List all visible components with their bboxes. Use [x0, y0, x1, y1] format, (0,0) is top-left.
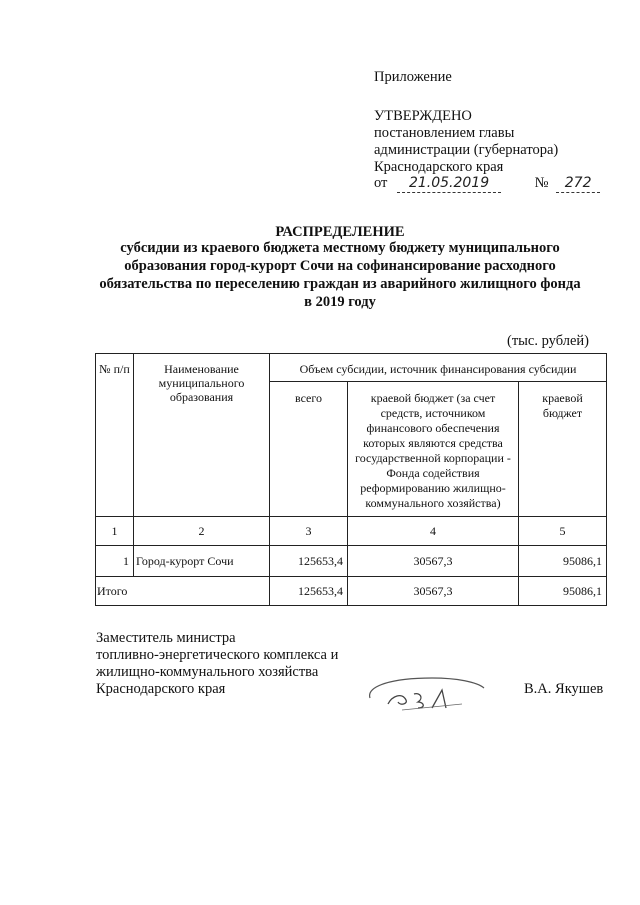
- index-cell: 3: [270, 517, 348, 546]
- total-fund: 30567,3: [348, 577, 519, 606]
- row-total: 125653,4: [270, 546, 348, 577]
- title-line-4: в 2019 году: [304, 294, 376, 310]
- approved-by-line-1: постановлением главы: [374, 125, 515, 141]
- index-cell: 4: [348, 517, 519, 546]
- row-number: 1: [96, 546, 134, 577]
- appendix-label: Приложение: [374, 69, 452, 85]
- header-number: № п/п: [96, 354, 134, 517]
- header-regional-fund: краевой бюджет (за счет средств, источником финансового обеспечения которых являются средства государственной корпорации - Фонда содействия реформированию жилищно-коммунального хозяйства): [348, 382, 519, 517]
- header-total: всего: [270, 382, 348, 517]
- total-regional: 95086,1: [519, 577, 607, 606]
- row-fund: 30567,3: [348, 546, 519, 577]
- approved-by-line-3: Краснодарского края: [374, 159, 504, 175]
- approved-label: УТВЕРЖДЕНО: [374, 108, 472, 124]
- document-title: РАСПРЕДЕЛЕНИЕ: [275, 224, 405, 240]
- signatory-position: [96, 630, 338, 698]
- index-cell: 1: [96, 517, 134, 546]
- title-line-3: обязательства по переселению граждан из аварийного жилищного фонда: [99, 276, 581, 292]
- index-cell: 5: [519, 517, 607, 546]
- header-subsidy-group: Объем субсидии, источник финансирования субсидии: [270, 354, 607, 382]
- row-regional: 95086,1: [519, 546, 607, 577]
- table-row: [96, 546, 607, 577]
- number-label: №: [534, 175, 549, 191]
- position-line-1: Заместитель министра: [96, 630, 236, 646]
- approved-by-line-2: администрации (губернатора): [374, 142, 559, 158]
- header-regional: краевой бюджет: [519, 382, 607, 517]
- title-line-1: субсидии из краевого бюджета местному бюджету муниципального: [120, 240, 560, 256]
- decree-date: 21.05.2019: [397, 175, 501, 193]
- subsidy-table: [95, 353, 607, 606]
- total-label: Итого: [96, 577, 270, 606]
- position-line-3: жилищно-коммунального хозяйства: [96, 664, 319, 680]
- row-municipality: Город-курорт Сочи: [134, 546, 270, 577]
- header-municipality: Наименование муниципального образования: [134, 354, 270, 517]
- title-line-2: образования город-курорт Сочи на софинансирование расходного: [124, 258, 556, 274]
- signatory-name: В.А. Якушев: [524, 681, 604, 697]
- position-line-2: топливно-энергетического комплекса и: [96, 647, 339, 663]
- from-label: от: [374, 175, 388, 191]
- decree-date-number-line: [374, 175, 600, 193]
- handwritten-signature: [362, 664, 492, 714]
- total-row: [96, 577, 607, 606]
- position-line-4: Краснодарского края: [96, 681, 226, 697]
- total-sum: 125653,4: [270, 577, 348, 606]
- index-cell: 2: [134, 517, 270, 546]
- units-label: (тыс. рублей): [507, 333, 589, 349]
- decree-number: 272: [556, 175, 600, 193]
